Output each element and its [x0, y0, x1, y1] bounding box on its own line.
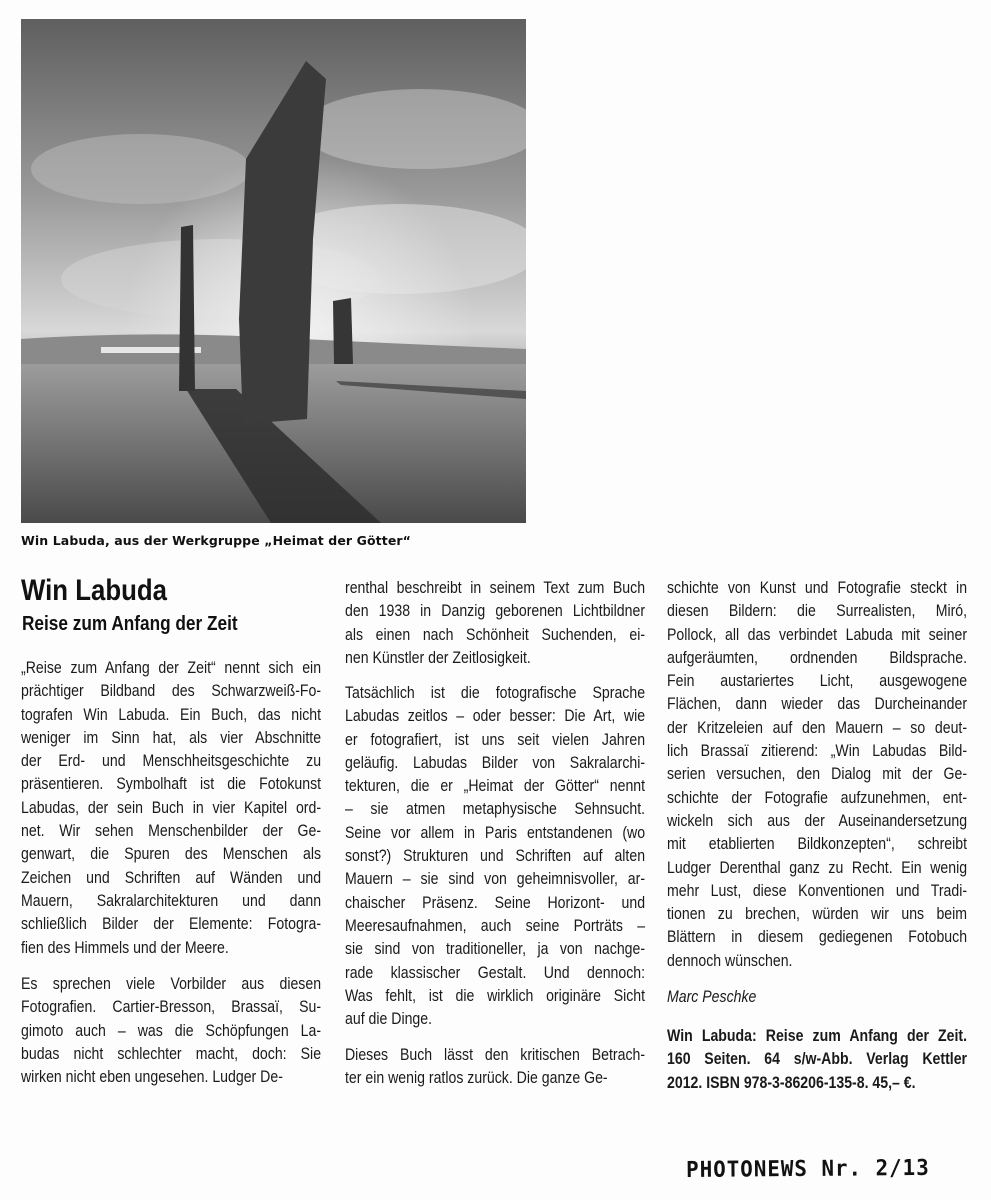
- text-line: ter ein wenig ratlos zurück. Die ganze Ge-: [345, 1068, 608, 1088]
- text-line: geläufig. Labudas Bilder von Sakralarchi-: [345, 752, 646, 772]
- text-line: nen Künstler der Zeitlosigkeit.: [345, 647, 531, 667]
- text-line: diesen Bildern: die Surrealisten, Miró,: [667, 601, 968, 621]
- author-byline: [667, 985, 991, 1008]
- text-line: Mauern – sie sind von geheimnisvoller, ar-: [345, 869, 646, 889]
- text-line: Flächen, dann wieder das Durcheinander: [667, 694, 968, 714]
- text-line: chaischer Präsenz. Seine Horizont- und: [345, 892, 646, 912]
- text-line: rade klassischer Gestalt. Und dennoch:: [345, 962, 646, 982]
- text-line: er fotografiert, ist uns seit vielen Jahren: [345, 729, 646, 749]
- column-2-paragraph-2: [345, 681, 698, 1030]
- text-line: wickeln sich aus der Auseinandersetzung: [667, 810, 968, 830]
- article-photo: [21, 19, 526, 523]
- text-line: gimoto auch – was die Schöpfungen La-: [21, 1020, 322, 1040]
- text-line: Es sprechen viele Vorbilder aus diesen: [21, 974, 322, 993]
- column-3-paragraph-1: [667, 576, 991, 972]
- column-2-paragraph-3: [345, 1043, 698, 1090]
- text-line: Fotografien. Cartier-Bresson, Brassaï, Su-: [21, 997, 322, 1017]
- text-line: den 1938 in Danzig geborenen Lichtbildner: [345, 601, 646, 621]
- text-line: lich Brassaï zitierend: „Win Labudas Bild-: [667, 741, 968, 761]
- text-line: der Erd- und Menschheitsgeschichte zu: [21, 751, 322, 771]
- text-line: Pollock, all das verbindet Labuda mit seiner: [667, 624, 968, 644]
- text-line: budas nicht schlechter macht, doch: Sie: [21, 1043, 322, 1063]
- text-line: fien des Himmels und der Meere.: [21, 937, 229, 957]
- text-line: präsentieren. Symbolhaft ist die Fotokunst: [21, 774, 322, 794]
- text-line: weniger im Sinn hat, als vier Abschnitte: [21, 727, 322, 747]
- text-line: Fein austariertes Licht, ausgewogene: [667, 671, 968, 691]
- text-line: schichte der Fotografie aufzunehmen, ent-: [667, 787, 968, 807]
- text-line: Meeresaufnahmen, auch seine Porträts –: [345, 915, 646, 935]
- text-line: serien versuchen, den Dialog mit der Ge-: [667, 764, 968, 784]
- article-title: Win Labuda: [21, 574, 167, 607]
- book-info: [667, 1024, 991, 1094]
- text-line: aufgeräumten, ordnenden Bildsprache.: [667, 647, 968, 667]
- text-line: Dieses Buch lässt den kritischen Betrach-: [345, 1045, 646, 1064]
- text-line: auf die Dinge.: [345, 1009, 433, 1029]
- text-line: Was fehlt, ist die wirklich originäre Sicht: [345, 985, 646, 1005]
- text-line: Labudas, der sein Buch in vier Kapitel ord-: [21, 797, 322, 817]
- text-line: tekturen, die er „Heimat der Götter“ nennt: [345, 776, 646, 796]
- column-1-paragraph-1: [21, 656, 374, 959]
- text-line: renthal beschreibt in seinem Text zum Buch: [345, 578, 646, 597]
- text-line: Tatsächlich ist die fotografische Sprache: [345, 683, 646, 702]
- photo-caption: Win Labuda, aus der Werkgruppe „Heimat der Götter“: [21, 533, 411, 548]
- text-line: der Kritzeleien auf den Mauern – so deut-: [667, 717, 968, 737]
- text-line: Mauern, Sakralarchitekturen und dann: [21, 890, 322, 910]
- text-line: Blättern in diesem gediegenen Fotobuch: [667, 927, 968, 947]
- text-line: wirken nicht eben ungesehen. Ludger De-: [21, 1067, 283, 1087]
- text-line: mit etablierten Bildkonzepten“, schreibt: [667, 834, 968, 854]
- book-info-line: 160 Seiten. 64 s/w-Abb. Verlag Kettler: [667, 1049, 968, 1069]
- text-line: tografen Win Labuda. Ein Buch, das nicht: [21, 704, 322, 724]
- text-line: prächtiger Bildband des Schwarzweiß-Fo-: [21, 681, 322, 701]
- text-line: – sie atmen metaphysische Sehnsucht.: [345, 799, 646, 819]
- text-line: net. Wir sehen Menschenbilder der Ge-: [21, 821, 322, 841]
- text-line: genwart, die Spuren des Menschen als: [21, 844, 322, 864]
- column-1-paragraph-2: [21, 972, 374, 1088]
- text-line: sie sind von traditioneller, ja von nachge-: [345, 939, 646, 959]
- handwritten-source-note: PHOTONEWS Nr. 2/13: [686, 1155, 930, 1183]
- book-info-line: 2012. ISBN 978-3-86206-135-8. 45,– €.: [667, 1072, 916, 1092]
- text-line: dennoch wünschen.: [667, 950, 793, 970]
- text-line: schichte von Kunst und Fotografie steckt in: [667, 578, 968, 597]
- text-line: als einen nach Schönheit Suchenden, ei-: [345, 624, 646, 644]
- text-line: Seine vor allem in Paris entstandenen (wo: [345, 822, 646, 842]
- text-line: mehr Lust, diese Konventionen und Tradi-: [667, 880, 968, 900]
- text-line: Ludger Derenthal ganz zu Recht. Ein wenig: [667, 857, 968, 877]
- article-subtitle: Reise zum Anfang der Zeit: [22, 612, 238, 635]
- text-line: Labudas zeitlos – oder besser: Die Art, wie: [345, 706, 646, 726]
- text-line: schließlich Bilder der Elemente: Fotogra-: [21, 914, 322, 934]
- book-info-line: Win Labuda: Reise zum Anfang der Zeit.: [667, 1026, 968, 1045]
- text-line: „Reise zum Anfang der Zeit“ nennt sich ein: [21, 658, 322, 677]
- column-2-paragraph-1: [345, 576, 698, 669]
- text-line: tionen zu brechen, würden wir uns beim: [667, 904, 968, 924]
- standing-stones-photo-icon: [21, 19, 526, 523]
- author-name: Marc Peschke: [667, 987, 757, 1006]
- text-line: sonst?) Strukturen und Schriften auf alten: [345, 846, 646, 866]
- text-line: Zeichen und Schriften auf Wänden und: [21, 867, 322, 887]
